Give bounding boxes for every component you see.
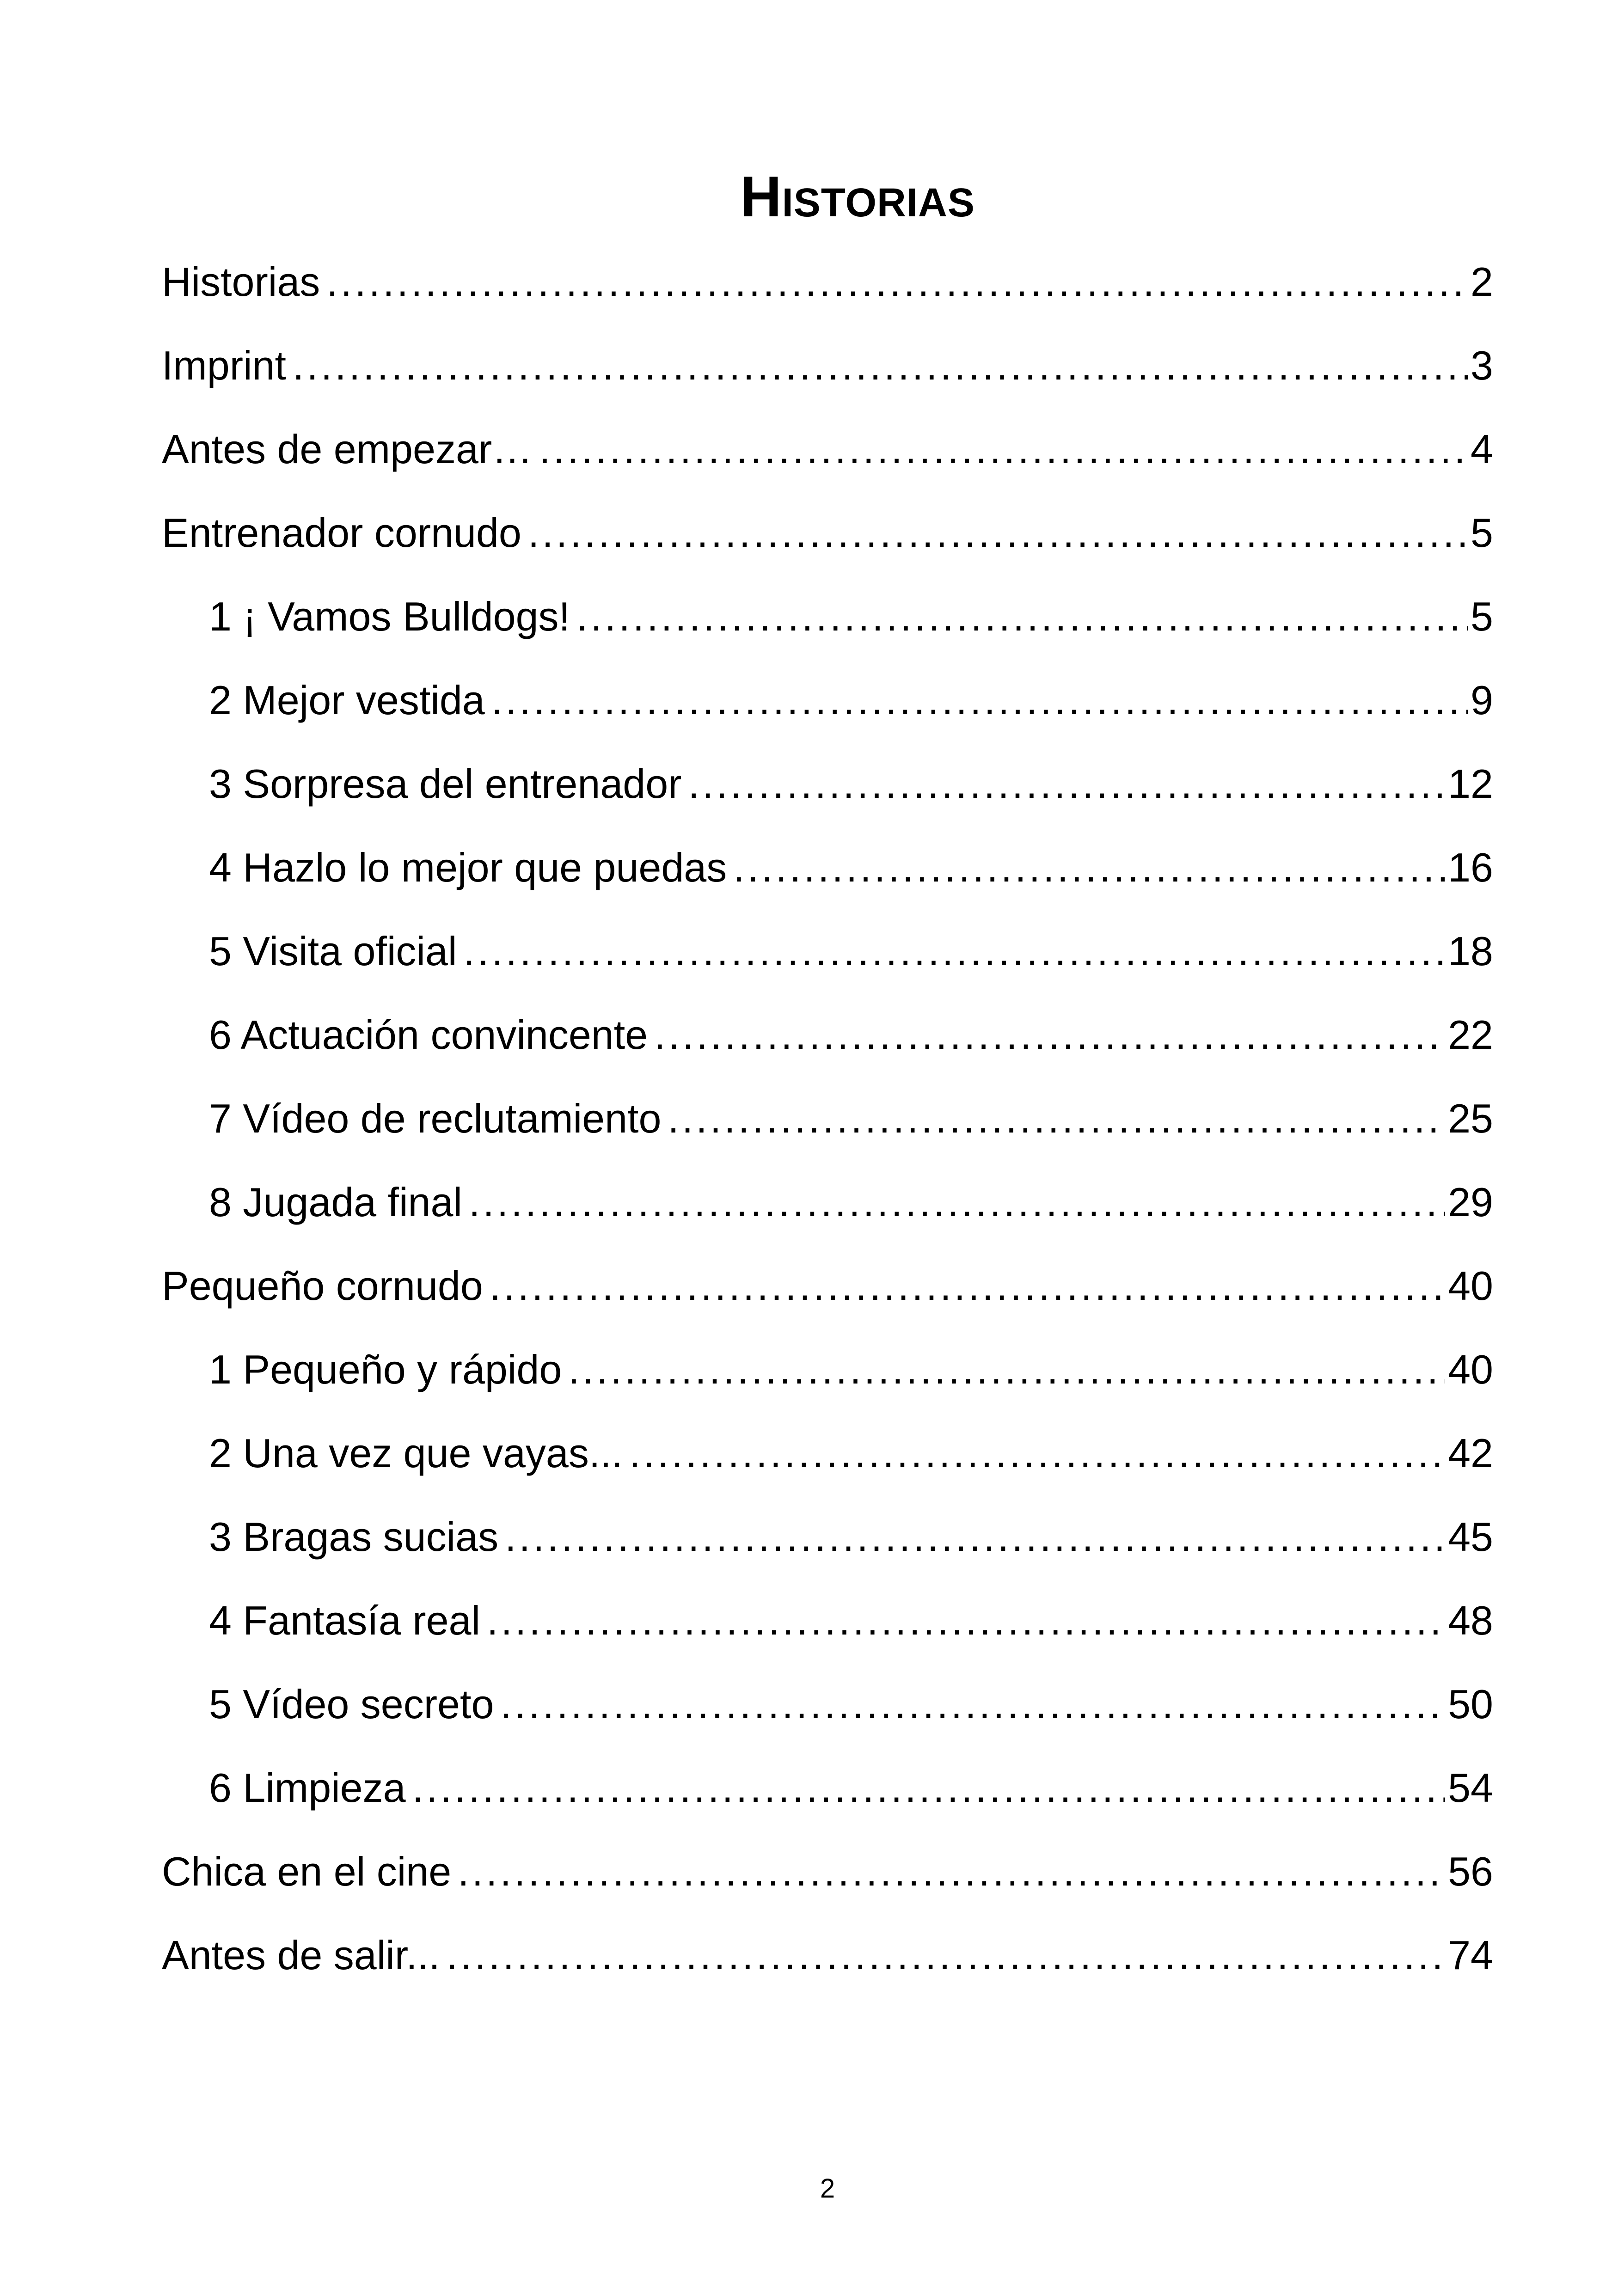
toc-dot-leader xyxy=(469,1172,1445,1232)
toc-entry-page: 5 xyxy=(1471,594,1493,639)
toc-subentry[interactable] xyxy=(162,921,1493,1005)
toc-entry-title: 4 Hazlo lo mejor que puedas xyxy=(209,845,727,890)
toc-subentry[interactable] xyxy=(162,1758,1493,1842)
toc-dot-leader xyxy=(629,1423,1445,1483)
toc-entry-title: Historias xyxy=(162,259,320,305)
toc-entry-page: 3 xyxy=(1471,343,1493,388)
toc-dot-leader xyxy=(326,252,1468,312)
toc-subentry[interactable] xyxy=(162,1423,1493,1507)
toc-entry-page: 12 xyxy=(1448,761,1493,807)
toc-entry-page: 40 xyxy=(1448,1263,1493,1309)
toc-entry-title: 8 Jugada final xyxy=(209,1179,462,1225)
toc-entry-title: 6 Limpieza xyxy=(209,1765,406,1811)
toc-entry[interactable] xyxy=(162,252,1493,336)
toc-entry-page: 2 xyxy=(1471,259,1493,305)
toc-subentry[interactable] xyxy=(162,1591,1493,1674)
toc-entry[interactable] xyxy=(162,336,1493,419)
toc-subentry[interactable] xyxy=(162,1172,1493,1256)
toc-entry-page: 48 xyxy=(1448,1598,1493,1643)
toc-dot-leader xyxy=(447,1925,1445,1985)
toc-entry-title: Chica en el cine xyxy=(162,1849,452,1894)
toc-dot-leader xyxy=(490,1256,1445,1316)
toc-entry-page: 45 xyxy=(1448,1514,1493,1560)
toc-dot-leader xyxy=(487,1591,1445,1651)
toc-dot-leader xyxy=(500,1674,1445,1734)
toc-entry[interactable] xyxy=(162,1842,1493,1925)
toc-entry-title: 5 Visita oficial xyxy=(209,928,457,974)
toc-entry-page: 42 xyxy=(1448,1430,1493,1476)
toc-subentry[interactable] xyxy=(162,1005,1493,1089)
toc-entry-title: 5 Vídeo secreto xyxy=(209,1681,494,1727)
toc-entry-title: 4 Fantasía real xyxy=(209,1598,480,1643)
page-title: Historias xyxy=(740,165,975,229)
toc-dot-leader xyxy=(491,670,1468,730)
toc-entry-page: 74 xyxy=(1448,1932,1493,1978)
toc-entry-page: 56 xyxy=(1448,1849,1493,1894)
toc-entry-title: Pequeño cornudo xyxy=(162,1263,483,1309)
toc-subentry[interactable] xyxy=(162,838,1493,921)
toc-dot-leader xyxy=(458,1842,1445,1902)
toc-entry-page: 50 xyxy=(1448,1681,1493,1727)
toc-dot-leader xyxy=(654,1005,1445,1065)
toc-entry-title: 1 Pequeño y rápido xyxy=(209,1347,562,1392)
toc-entry-page: 25 xyxy=(1448,1096,1493,1141)
toc-dot-leader xyxy=(733,838,1445,898)
toc-subentry[interactable] xyxy=(162,754,1493,838)
toc-subentry[interactable] xyxy=(162,1507,1493,1591)
toc-dot-leader xyxy=(293,336,1468,396)
toc-entry[interactable] xyxy=(162,503,1493,587)
toc-subentry[interactable] xyxy=(162,670,1493,754)
toc-entry-page: 16 xyxy=(1448,845,1493,890)
toc-entry-title: Antes de salir... xyxy=(162,1932,440,1978)
toc-entry-page: 4 xyxy=(1471,426,1493,472)
toc-entry-title: 3 Sorpresa del entrenador xyxy=(209,761,682,807)
toc-entry-title: 1 ¡ Vamos Bulldogs! xyxy=(209,594,570,639)
toc-entry-page: 9 xyxy=(1471,677,1493,723)
toc-dot-leader xyxy=(568,1340,1445,1400)
toc-entry-title: 3 Bragas sucias xyxy=(209,1514,499,1560)
toc-entry-page: 18 xyxy=(1448,928,1493,974)
toc-subentry[interactable] xyxy=(162,1674,1493,1758)
table-of-contents xyxy=(162,252,1493,2009)
toc-entry-page: 5 xyxy=(1471,510,1493,556)
toc-entry-title: 2 Mejor vestida xyxy=(209,677,485,723)
toc-entry-title: 6 Actuación convincente xyxy=(209,1012,648,1058)
toc-entry-page: 22 xyxy=(1448,1012,1493,1058)
toc-entry-title: Entrenador cornudo xyxy=(162,510,521,556)
toc-entry[interactable] xyxy=(162,419,1493,503)
toc-dot-leader xyxy=(668,1089,1445,1149)
toc-dot-leader xyxy=(463,921,1445,981)
toc-entry-title: 2 Una vez que vayas... xyxy=(209,1430,623,1476)
toc-entry-title: Imprint xyxy=(162,343,286,388)
toc-dot-leader xyxy=(412,1758,1446,1818)
toc-entry-page: 54 xyxy=(1448,1765,1493,1811)
toc-entry[interactable] xyxy=(162,1925,1493,2009)
toc-dot-leader xyxy=(505,1507,1445,1567)
toc-entry-page: 29 xyxy=(1448,1179,1493,1225)
toc-entry[interactable] xyxy=(162,1256,1493,1340)
page-number: 2 xyxy=(820,2174,835,2204)
toc-dot-leader xyxy=(539,419,1468,479)
toc-entry-title: Antes de empezar… xyxy=(162,426,533,472)
toc-dot-leader xyxy=(528,503,1468,563)
toc-entry-title: 7 Vídeo de reclutamiento xyxy=(209,1096,662,1141)
toc-entry-page: 40 xyxy=(1448,1347,1493,1392)
toc-subentry[interactable] xyxy=(162,1340,1493,1423)
toc-dot-leader xyxy=(688,754,1445,814)
toc-subentry[interactable] xyxy=(162,1089,1493,1172)
toc-dot-leader xyxy=(576,587,1468,647)
toc-subentry[interactable] xyxy=(162,587,1493,670)
